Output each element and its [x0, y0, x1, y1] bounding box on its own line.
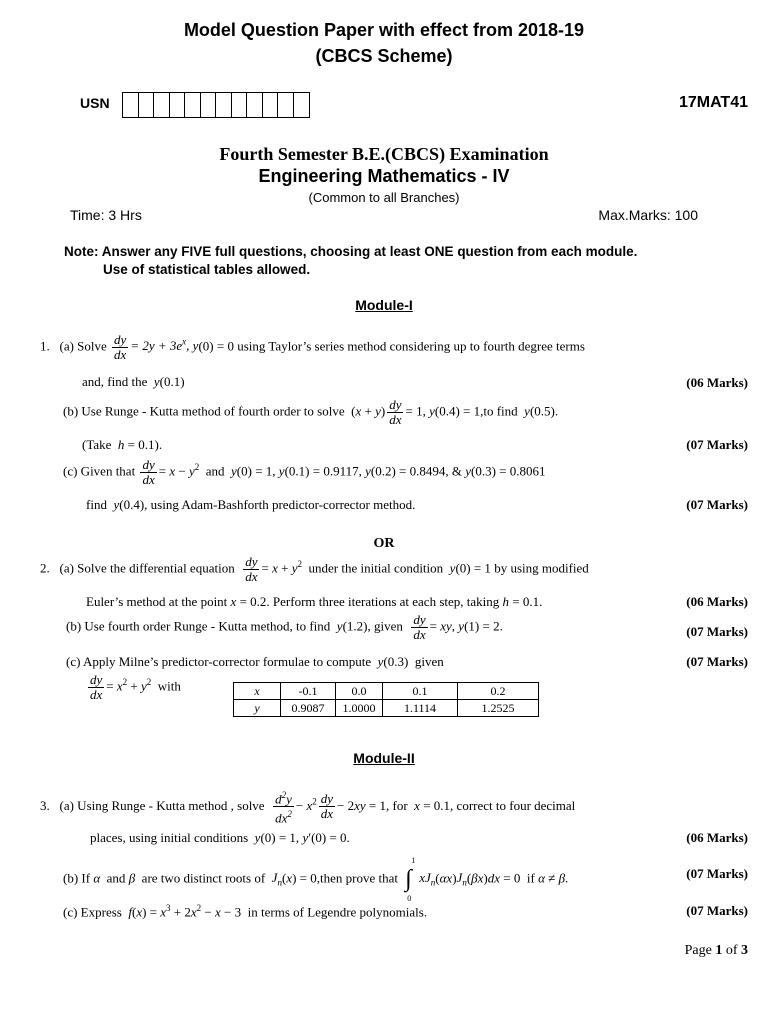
question-3a-line2: places, using initial conditions y(0) = 1, y′(0) = 0. [90, 830, 350, 845]
usn-box[interactable] [154, 93, 170, 117]
question-2a-line2: Euler’s method at the point x = 0.2. Perform three iterations at each step, taking h = 0.1. [86, 594, 543, 609]
max-marks: Max.Marks: 100 [598, 207, 698, 223]
semester-title: Fourth Semester B.E.(CBCS) Examination [219, 144, 549, 164]
data-table [233, 682, 539, 717]
marks-2a: (06 Marks) [686, 594, 748, 609]
table-cell: 1.1114 [383, 700, 458, 717]
usn-box[interactable] [294, 93, 310, 117]
integral-sign: ∫ 1 0 [405, 856, 416, 903]
question-number: 1. [40, 338, 50, 354]
module-2-heading: Module-II [353, 750, 415, 766]
paper-title: Model Question Paper with effect from 2018-19 [183, 20, 585, 40]
table-cell: 0.9087 [281, 700, 336, 717]
question-number: 3. [40, 797, 50, 813]
table-row [234, 683, 539, 700]
usn-box[interactable] [201, 93, 217, 117]
d2y-dx2: $\frac{d^2y}{dx^2}$ [275, 790, 292, 826]
usn-box[interactable] [170, 93, 186, 117]
marks-1b: (07 Marks) [686, 437, 748, 452]
table-cell: -0.1 [281, 683, 336, 700]
usn-box[interactable] [247, 93, 263, 117]
or-divider: OR [373, 536, 395, 551]
question-1c: (c) Given that $\frac{dy}{dx}$ = $x - y^2$ and y(0) = 1, y(0.1) = 0.9117, y(0.2) = 0.8494, & y(0.3) = 0.8061 [63, 457, 546, 487]
question-1c-line2: find y(0.4), using Adam-Bashforth predictor-corrector method. [86, 497, 416, 512]
dy-dx: $\frac{dy}{dx}$ [90, 672, 103, 702]
dy-dx: $\frac{dy}{dx}$ [245, 554, 258, 584]
table-cell: x [234, 683, 281, 700]
question-1b: (b) Use Runge - Kutta method of fourth order to solve (x + y) $\frac{dy}{dx}$ = 1, y(0.4) = 1,to find y(0.5). [63, 397, 559, 427]
dy-dx: $\frac{dy}{dx}$ [413, 612, 426, 642]
marks-3b: (07 Marks) [686, 866, 748, 881]
table-cell: 0.0 [336, 683, 383, 700]
usn-box[interactable] [263, 93, 279, 117]
marks-1c: (07 Marks) [686, 497, 748, 512]
subject-title: Engineering Mathematics - IV [258, 166, 510, 186]
question-2a: 2. (a) Solve the differential equation $\frac{dy}{dx}$ = $x + y^2$ under the initial condition y(0) = 1 by using modified [40, 554, 589, 584]
instruction-note-tables: Use of statistical tables allowed. [103, 262, 311, 277]
table-cell: y [234, 700, 281, 717]
usn-box[interactable] [123, 93, 139, 117]
module-1-heading: Module-I [355, 297, 413, 313]
question-3b: (b) If α and β are two distinct roots of $J_n(x)$ = 0,then prove that ∫ 1 0 $xJ_n(\alpha x)J_n(\beta x)dx = 0$ if α ≠ β. [63, 856, 569, 903]
page-number: Page 1 of 3 [684, 943, 748, 958]
course-code: 17MAT41 [678, 94, 748, 111]
question-3c: (c) Express $f(x) = x^3 + 2x^2 - x - 3$ in terms of Legendre polynomials. [63, 903, 428, 920]
exam-time: Time: 3 Hrs [70, 207, 142, 223]
dy-dx: $\frac{dy}{dx}$ [320, 791, 334, 822]
dy-dx: $\frac{dy}{dx}$ [389, 397, 402, 427]
marks-3c: (07 Marks) [686, 903, 748, 918]
marks-2c: (07 Marks) [686, 654, 748, 669]
instruction-note: Note: Answer any FIVE full questions, choosing at least ONE question from each module. [64, 244, 638, 259]
dy-dx: $\frac{dy}{dx}$ [114, 332, 127, 362]
table-cell: 1.0000 [336, 700, 383, 717]
table-cell: 1.2525 [458, 700, 539, 717]
table-cell: 0.2 [458, 683, 539, 700]
question-1a: 1. (a) Solve $\frac{dy}{dx}$ = $2y + 3e^x$, y(0) = 0 using Taylor’s series method considering up to fourth degree terms [40, 332, 585, 362]
scheme-title: (CBCS Scheme) [315, 46, 453, 66]
marks-1a: (06 Marks) [686, 375, 748, 390]
question-2c: (c) Apply Milne’s predictor-corrector formulae to compute y(0.3) given [66, 654, 444, 669]
dy-dx: $\frac{dy}{dx}$ [142, 457, 155, 487]
usn-box[interactable] [139, 93, 155, 117]
question-2b: (b) Use fourth order Runge - Kutta method, to find y(1.2), given $\frac{dy}{dx}$ = xy, y(1) = 2. [66, 612, 503, 642]
table-cell: 0.1 [383, 683, 458, 700]
usn-boxes[interactable] [122, 92, 310, 118]
usn-box[interactable] [278, 93, 294, 117]
marks-3a: (06 Marks) [686, 830, 748, 845]
table-row [234, 700, 539, 717]
marks-2b: (07 Marks) [686, 624, 748, 639]
common-note: (Common to all Branches) [308, 190, 460, 205]
usn-label: USN [80, 95, 110, 111]
question-2c-equation: $\frac{dy}{dx}$ = $x^2 + y^2$ with [90, 672, 181, 702]
question-3a: 3. (a) Using Runge - Kutta method , solve $\frac{d^2y}{dx^2}$ − $x^2$ $\frac{dy}{dx}$ − 2xy = 1, for x = 0.1, correct to four decimal [40, 790, 576, 826]
question-1b-line2: (Take h = 0.1). [82, 437, 163, 452]
usn-box[interactable] [232, 93, 248, 117]
question-number: 2. [40, 560, 50, 576]
question-1a-line2: and, find the y(0.1) [82, 374, 185, 389]
usn-box[interactable] [185, 93, 201, 117]
usn-box[interactable] [216, 93, 232, 117]
